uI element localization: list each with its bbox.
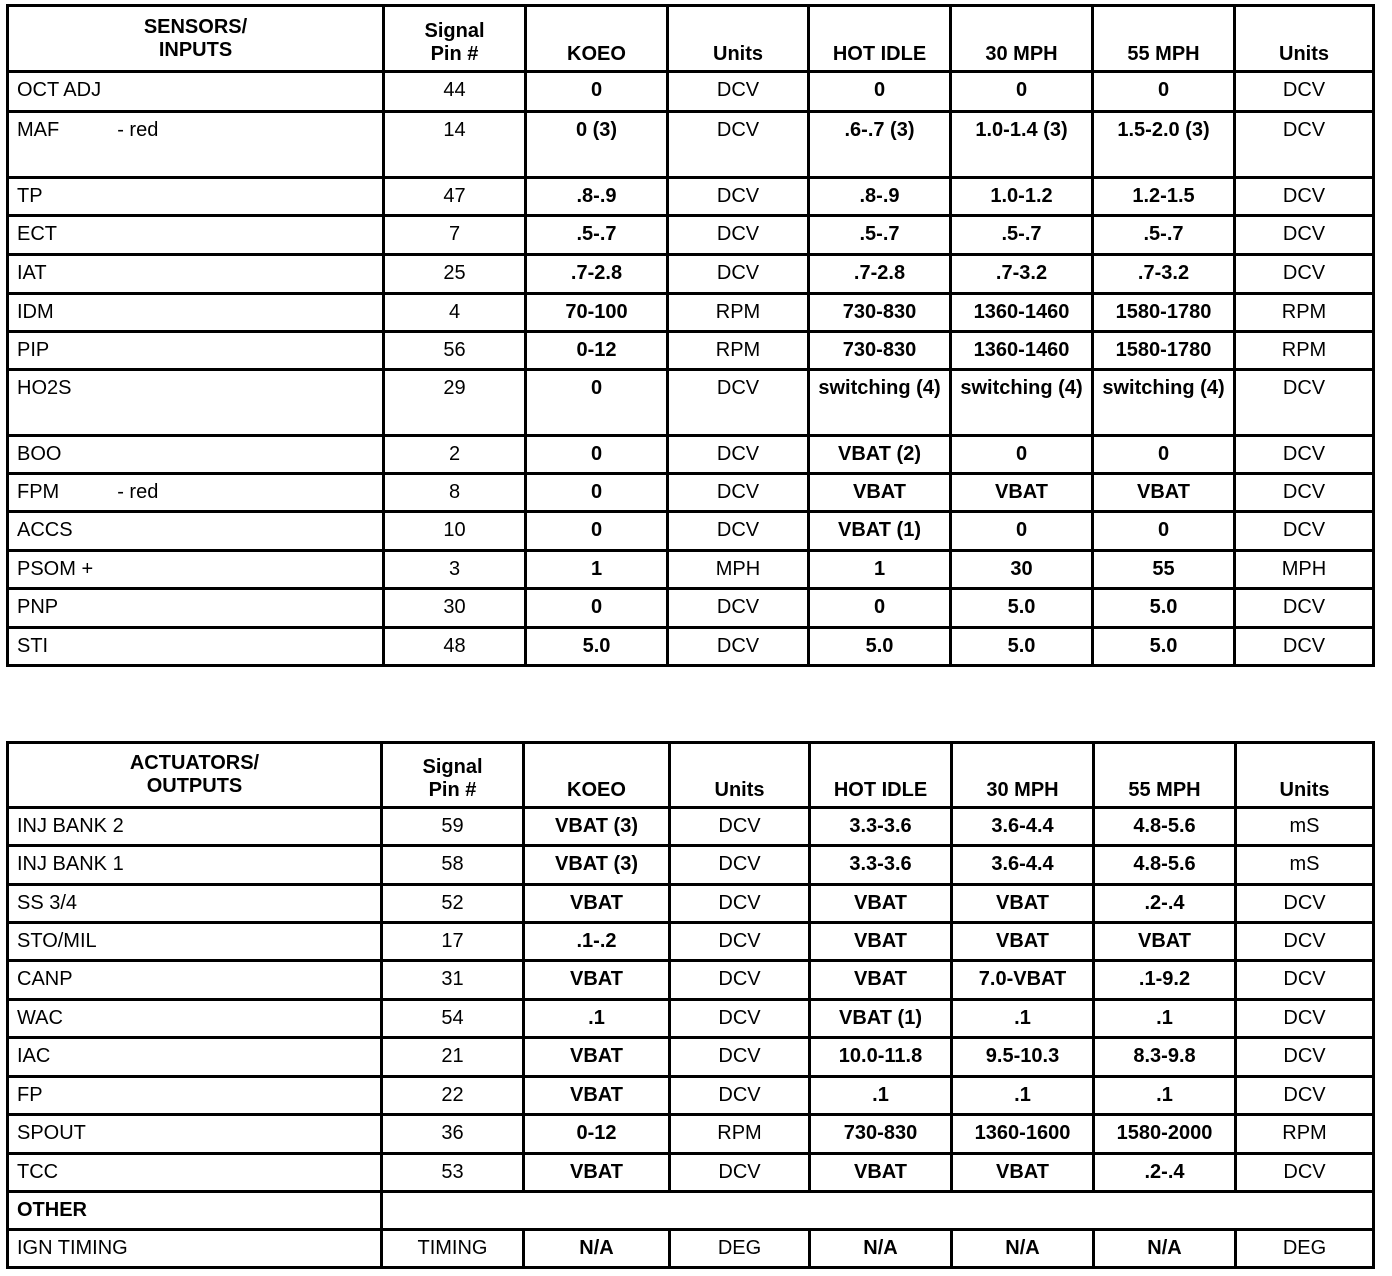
units2-cell: DCV xyxy=(1235,370,1374,436)
component-name-cell xyxy=(8,808,382,846)
units2-cell: DCV xyxy=(1236,885,1374,923)
component-name-cell xyxy=(8,846,382,885)
units-cell: MPH xyxy=(668,551,809,589)
pin-cell: 47 xyxy=(384,178,526,216)
pin-cell: 58 xyxy=(382,846,524,885)
component-name-cell xyxy=(8,1154,382,1192)
30mph-cell: 3.6-4.4 xyxy=(952,808,1094,846)
ign-timing-row xyxy=(8,1230,1374,1268)
koeo-cell: VBAT xyxy=(524,1154,670,1192)
units2-cell: DCV xyxy=(1235,628,1374,666)
55mph-cell: 0 xyxy=(1093,512,1235,551)
component-name: ACCS xyxy=(17,519,73,541)
sensors-row xyxy=(8,255,1374,294)
ign-units2: DEG xyxy=(1236,1230,1374,1268)
units2-cell: DCV xyxy=(1235,178,1374,216)
units-cell: DCV xyxy=(668,474,809,512)
actuators-row xyxy=(8,846,1374,885)
ign-30mph: N/A xyxy=(952,1230,1094,1268)
55mph-cell: 0 xyxy=(1093,72,1235,112)
component-name-cell xyxy=(8,628,384,666)
pin-cell: 25 xyxy=(384,255,526,294)
sensors-row xyxy=(8,512,1374,551)
units-cell: DCV xyxy=(670,808,810,846)
units2-cell: DCV xyxy=(1236,923,1374,961)
hot-idle-cell: VBAT (1) xyxy=(809,512,951,551)
other-row xyxy=(8,1192,1374,1230)
units-cell: RPM xyxy=(668,294,809,332)
units-cell: DCV xyxy=(668,255,809,294)
koeo-cell: 0 xyxy=(526,436,668,474)
pin-cell: 21 xyxy=(382,1038,524,1077)
units2-cell: DCV xyxy=(1235,112,1374,178)
component-name-cell xyxy=(8,551,384,589)
30mph-cell: 1.0-1.2 xyxy=(951,178,1093,216)
component-name: PSOM + xyxy=(17,558,94,580)
actuators-row xyxy=(8,923,1374,961)
30mph-cell: .1 xyxy=(952,1000,1094,1038)
pin-cell: 29 xyxy=(384,370,526,436)
component-name: TP xyxy=(17,185,43,207)
koeo-cell: .5-.7 xyxy=(526,216,668,255)
units-cell: DCV xyxy=(670,1000,810,1038)
sensors-30mph-header: 30 MPH xyxy=(951,6,1093,72)
component-name: BOO xyxy=(17,443,62,465)
units2-cell: mS xyxy=(1236,808,1374,846)
koeo-cell: 0 xyxy=(526,474,668,512)
koeo-cell: .1-.2 xyxy=(524,923,670,961)
55mph-cell: .1 xyxy=(1094,1077,1236,1115)
actuators-row xyxy=(8,1115,1374,1154)
pin-cell: 17 xyxy=(382,923,524,961)
component-name-cell xyxy=(8,255,384,294)
component-name-cell xyxy=(8,332,384,370)
30mph-cell: VBAT xyxy=(952,885,1094,923)
hot-idle-cell: VBAT (2) xyxy=(809,436,951,474)
units2-cell: RPM xyxy=(1236,1115,1374,1154)
koeo-cell: VBAT xyxy=(524,961,670,1000)
hot-idle-cell: 0 xyxy=(809,72,951,112)
units2-cell: DCV xyxy=(1235,474,1374,512)
units-cell: DCV xyxy=(670,1154,810,1192)
hot-idle-cell: .7-2.8 xyxy=(809,255,951,294)
units-cell: DCV xyxy=(670,846,810,885)
actuators-pin-header: Signal Pin # xyxy=(382,743,524,808)
koeo-cell: 0-12 xyxy=(526,332,668,370)
pin-cell: 52 xyxy=(382,885,524,923)
component-name: CANP xyxy=(17,968,73,990)
component-name: FP xyxy=(17,1084,43,1106)
koeo-cell: 0 (3) xyxy=(526,112,668,178)
units2-cell: MPH xyxy=(1235,551,1374,589)
units-cell: DCV xyxy=(670,1077,810,1115)
55mph-cell: 1580-2000 xyxy=(1094,1115,1236,1154)
30mph-cell: 30 xyxy=(951,551,1093,589)
sensors-row xyxy=(8,294,1374,332)
component-name-cell xyxy=(8,1115,382,1154)
sensors-row xyxy=(8,112,1374,178)
pin-cell: 54 xyxy=(382,1000,524,1038)
component-name: IAT xyxy=(17,262,47,284)
actuators-row xyxy=(8,885,1374,923)
component-name: PIP xyxy=(17,339,50,361)
units-cell: DCV xyxy=(670,961,810,1000)
component-name-cell xyxy=(8,961,382,1000)
component-name: FPM xyxy=(17,481,60,503)
30mph-cell: 1360-1460 xyxy=(951,332,1093,370)
hot-idle-cell: VBAT xyxy=(810,885,952,923)
sensors-row xyxy=(8,589,1374,628)
ign-55mph: N/A xyxy=(1094,1230,1236,1268)
ign-koeo: N/A xyxy=(524,1230,670,1268)
30mph-cell: 3.6-4.4 xyxy=(952,846,1094,885)
koeo-cell: .1 xyxy=(524,1000,670,1038)
hot-idle-cell: 730-830 xyxy=(810,1115,952,1154)
55mph-cell: .2-.4 xyxy=(1094,1154,1236,1192)
koeo-cell: VBAT (3) xyxy=(524,846,670,885)
actuators-row xyxy=(8,1077,1374,1115)
units-cell: DCV xyxy=(668,178,809,216)
sensors-row xyxy=(8,628,1374,666)
ign-pin: TIMING xyxy=(382,1230,524,1268)
units-cell: DCV xyxy=(670,885,810,923)
55mph-cell: VBAT xyxy=(1093,474,1235,512)
units2-cell: DCV xyxy=(1235,72,1374,112)
koeo-cell: VBAT xyxy=(524,1038,670,1077)
30mph-cell: 0 xyxy=(951,512,1093,551)
component-name: PNP xyxy=(17,596,59,618)
hot-idle-cell: 730-830 xyxy=(809,332,951,370)
units2-cell: DCV xyxy=(1235,589,1374,628)
55mph-cell: .7-3.2 xyxy=(1093,255,1235,294)
hot-idle-cell: VBAT (1) xyxy=(810,1000,952,1038)
pin-cell: 53 xyxy=(382,1154,524,1192)
component-name-cell xyxy=(8,370,384,436)
sensors-row xyxy=(8,178,1374,216)
hot-idle-cell: 0 xyxy=(809,589,951,628)
component-name-cell xyxy=(8,512,384,551)
actuators-koeo-header: KOEO xyxy=(524,743,670,808)
30mph-cell: 7.0-VBAT xyxy=(952,961,1094,1000)
component-name: STI xyxy=(17,635,49,657)
component-name: HO2S xyxy=(17,377,72,399)
units2-cell: DCV xyxy=(1236,1154,1374,1192)
component-name-cell xyxy=(8,178,384,216)
component-name: SS 3/4 xyxy=(17,892,78,914)
hot-idle-cell: .1 xyxy=(810,1077,952,1115)
30mph-cell: .1 xyxy=(952,1077,1094,1115)
30mph-cell: 5.0 xyxy=(951,628,1093,666)
55mph-cell: .2-.4 xyxy=(1094,885,1236,923)
55mph-cell: VBAT xyxy=(1094,923,1236,961)
30mph-cell: VBAT xyxy=(951,474,1093,512)
hot-idle-cell: 730-830 xyxy=(809,294,951,332)
30mph-cell: 0 xyxy=(951,436,1093,474)
30mph-cell: 1360-1460 xyxy=(951,294,1093,332)
other-label: OTHER xyxy=(8,1192,382,1230)
hot-idle-cell: 3.3-3.6 xyxy=(810,846,952,885)
30mph-cell: VBAT xyxy=(952,923,1094,961)
30mph-cell: 0 xyxy=(951,72,1093,112)
ign-hot-idle: N/A xyxy=(810,1230,952,1268)
koeo-cell: VBAT xyxy=(524,1077,670,1115)
koeo-cell: .8-.9 xyxy=(526,178,668,216)
actuators-name-header: ACTUATORS/ OUTPUTS xyxy=(8,743,382,808)
units2-cell: DCV xyxy=(1235,255,1374,294)
koeo-cell: 0 xyxy=(526,589,668,628)
hot-idle-cell: .5-.7 xyxy=(809,216,951,255)
component-name: IAC xyxy=(17,1045,51,1067)
component-name-cell xyxy=(8,1038,382,1077)
30mph-cell: switching (4) xyxy=(951,370,1093,436)
sensors-units2-header: Units xyxy=(1235,6,1374,72)
component-name-cell xyxy=(8,294,384,332)
actuators-30mph-header: 30 MPH xyxy=(952,743,1094,808)
actuators-row xyxy=(8,1038,1374,1077)
hot-idle-cell: VBAT xyxy=(810,1154,952,1192)
30mph-cell: 5.0 xyxy=(951,589,1093,628)
actuators-outputs-table xyxy=(6,741,1375,1269)
component-name: IDM xyxy=(17,301,54,323)
55mph-cell: 55 xyxy=(1093,551,1235,589)
pin-cell: 22 xyxy=(382,1077,524,1115)
30mph-cell: 1.0-1.4 (3) xyxy=(951,112,1093,178)
units2-cell: DCV xyxy=(1235,512,1374,551)
hot-idle-cell: VBAT xyxy=(809,474,951,512)
component-name: SPOUT xyxy=(17,1122,86,1144)
sensors-hot-idle-header: HOT IDLE xyxy=(809,6,951,72)
ign-units: DEG xyxy=(670,1230,810,1268)
hot-idle-cell: switching (4) xyxy=(809,370,951,436)
units2-cell: DCV xyxy=(1236,1000,1374,1038)
55mph-cell: 1580-1780 xyxy=(1093,332,1235,370)
component-name-cell xyxy=(8,72,384,112)
units2-cell: RPM xyxy=(1235,294,1374,332)
55mph-cell: switching (4) xyxy=(1093,370,1235,436)
actuators-header-row xyxy=(8,743,1374,808)
units-cell: RPM xyxy=(670,1115,810,1154)
units-cell: DCV xyxy=(668,72,809,112)
component-name: INJ BANK 1 xyxy=(17,853,124,875)
component-name: WAC xyxy=(17,1007,63,1029)
55mph-cell: 1.5-2.0 (3) xyxy=(1093,112,1235,178)
pin-cell: 48 xyxy=(384,628,526,666)
component-name: ECT xyxy=(17,223,57,245)
actuators-row xyxy=(8,961,1374,1000)
units-cell: DCV xyxy=(670,923,810,961)
units-cell: DCV xyxy=(668,589,809,628)
koeo-cell: 5.0 xyxy=(526,628,668,666)
pin-cell: 14 xyxy=(384,112,526,178)
units-cell: DCV xyxy=(668,628,809,666)
pin-cell: 2 xyxy=(384,436,526,474)
koeo-cell: .7-2.8 xyxy=(526,255,668,294)
55mph-cell: .5-.7 xyxy=(1093,216,1235,255)
sensors-units-header: Units xyxy=(668,6,809,72)
units-cell: DCV xyxy=(668,436,809,474)
30mph-cell: VBAT xyxy=(952,1154,1094,1192)
sensors-row xyxy=(8,72,1374,112)
units2-cell: DCV xyxy=(1236,1077,1374,1115)
hot-idle-cell: .8-.9 xyxy=(809,178,951,216)
units2-cell: DCV xyxy=(1236,961,1374,1000)
55mph-cell: 5.0 xyxy=(1093,628,1235,666)
hot-idle-cell: .6-.7 (3) xyxy=(809,112,951,178)
sensors-pin-header: Signal Pin # xyxy=(384,6,526,72)
30mph-cell: .7-3.2 xyxy=(951,255,1093,294)
sensors-name-header: SENSORS/ INPUTS xyxy=(8,6,384,72)
sensors-row xyxy=(8,474,1374,512)
pin-cell: 4 xyxy=(384,294,526,332)
actuators-row xyxy=(8,1154,1374,1192)
pin-cell: 36 xyxy=(382,1115,524,1154)
component-name: OCT ADJ xyxy=(17,79,102,101)
koeo-cell: 70-100 xyxy=(526,294,668,332)
component-name-cell xyxy=(8,112,384,178)
pin-cell: 30 xyxy=(384,589,526,628)
component-name-cell xyxy=(8,436,384,474)
sensors-55mph-header: 55 MPH xyxy=(1093,6,1235,72)
hot-idle-cell: 10.0-11.8 xyxy=(810,1038,952,1077)
units2-cell: RPM xyxy=(1235,332,1374,370)
koeo-cell: VBAT (3) xyxy=(524,808,670,846)
actuators-row xyxy=(8,808,1374,846)
sensors-row xyxy=(8,370,1374,436)
actuators-row xyxy=(8,1000,1374,1038)
ign-name: IGN TIMING xyxy=(8,1230,382,1268)
units-cell: DCV xyxy=(668,512,809,551)
koeo-cell: 0 xyxy=(526,512,668,551)
units2-cell: DCV xyxy=(1235,216,1374,255)
component-name: STO/MIL xyxy=(17,930,97,952)
30mph-cell: 9.5-10.3 xyxy=(952,1038,1094,1077)
koeo-cell: 0-12 xyxy=(524,1115,670,1154)
sensors-row xyxy=(8,551,1374,589)
koeo-cell: 1 xyxy=(526,551,668,589)
55mph-cell: .1 xyxy=(1094,1000,1236,1038)
koeo-cell: 0 xyxy=(526,72,668,112)
units-cell: DCV xyxy=(668,216,809,255)
hot-idle-cell: 5.0 xyxy=(809,628,951,666)
component-name: INJ BANK 2 xyxy=(17,815,124,837)
other-empty-cell xyxy=(382,1192,1374,1230)
hot-idle-cell: VBAT xyxy=(810,923,952,961)
55mph-cell: 1580-1780 xyxy=(1093,294,1235,332)
55mph-cell: 5.0 xyxy=(1093,589,1235,628)
pin-cell: 10 xyxy=(384,512,526,551)
55mph-cell: 8.3-9.8 xyxy=(1094,1038,1236,1077)
hot-idle-cell: VBAT xyxy=(810,961,952,1000)
55mph-cell: .1-9.2 xyxy=(1094,961,1236,1000)
actuators-55mph-header: 55 MPH xyxy=(1094,743,1236,808)
component-name: MAF xyxy=(17,119,60,141)
pin-cell: 3 xyxy=(384,551,526,589)
koeo-cell: 0 xyxy=(526,370,668,436)
units-cell: DCV xyxy=(670,1038,810,1077)
actuators-units2-header: Units xyxy=(1236,743,1374,808)
55mph-cell: 0 xyxy=(1093,436,1235,474)
units-cell: DCV xyxy=(668,112,809,178)
wire-color-note: - red xyxy=(117,119,159,141)
component-name-cell xyxy=(8,216,384,255)
55mph-cell: 4.8-5.6 xyxy=(1094,808,1236,846)
pin-cell: 56 xyxy=(384,332,526,370)
component-name-cell xyxy=(8,885,382,923)
units2-cell: mS xyxy=(1236,846,1374,885)
pin-cell: 7 xyxy=(384,216,526,255)
koeo-cell: VBAT xyxy=(524,885,670,923)
wire-color-note: - red xyxy=(117,481,159,503)
sensors-row xyxy=(8,332,1374,370)
sensors-row xyxy=(8,216,1374,255)
units2-cell: DCV xyxy=(1236,1038,1374,1077)
units2-cell: DCV xyxy=(1235,436,1374,474)
55mph-cell: 1.2-1.5 xyxy=(1093,178,1235,216)
sensors-row xyxy=(8,436,1374,474)
component-name-cell xyxy=(8,1000,382,1038)
pin-cell: 44 xyxy=(384,72,526,112)
actuators-units-header: Units xyxy=(670,743,810,808)
units-cell: DCV xyxy=(668,370,809,436)
hot-idle-cell: 3.3-3.6 xyxy=(810,808,952,846)
component-name-cell xyxy=(8,589,384,628)
units-cell: RPM xyxy=(668,332,809,370)
component-name: TCC xyxy=(17,1161,59,1183)
component-name-cell xyxy=(8,1077,382,1115)
sensors-koeo-header: KOEO xyxy=(526,6,668,72)
pin-cell: 31 xyxy=(382,961,524,1000)
sensors-header-row xyxy=(8,6,1374,72)
component-name-cell xyxy=(8,923,382,961)
sensors-inputs-table xyxy=(6,4,1375,667)
55mph-cell: 4.8-5.6 xyxy=(1094,846,1236,885)
30mph-cell: .5-.7 xyxy=(951,216,1093,255)
component-name-cell xyxy=(8,474,384,512)
30mph-cell: 1360-1600 xyxy=(952,1115,1094,1154)
pin-cell: 8 xyxy=(384,474,526,512)
pin-cell: 59 xyxy=(382,808,524,846)
hot-idle-cell: 1 xyxy=(809,551,951,589)
actuators-hot-idle-header: HOT IDLE xyxy=(810,743,952,808)
